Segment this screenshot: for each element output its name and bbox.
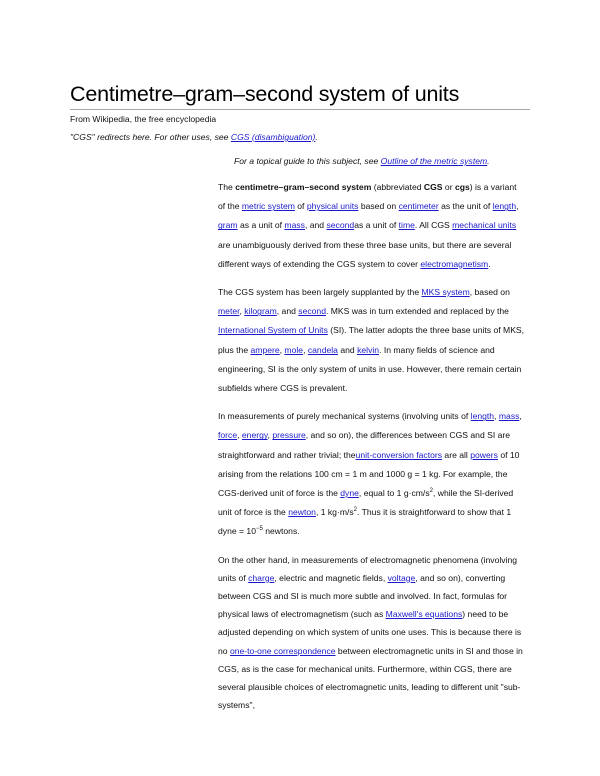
kilogram-link[interactable]: kilogram [244, 306, 277, 317]
text: as a unit of [354, 220, 399, 231]
tagline: From Wikipedia, the free encyclopedia [70, 114, 217, 124]
text: , based on [469, 287, 510, 298]
text: , [237, 430, 242, 441]
length-link[interactable]: length [492, 201, 517, 212]
maxwells-equations-link[interactable]: Maxwell's equations [385, 609, 463, 620]
bold-term: CGS [423, 182, 443, 192]
text: , electric and magnetic fields, [274, 572, 388, 583]
unit-conversion-factors-link[interactable]: unit-conversion factors [355, 449, 443, 460]
bold-term: centimetre–gram–second system [235, 182, 372, 192]
text: . [488, 258, 491, 269]
text: , and [276, 306, 299, 317]
superscript: 2 [353, 507, 358, 514]
cgs-disambiguation-link[interactable]: CGS (disambiguation) [230, 132, 316, 142]
hatnote2-text: For a topical guide to this subject, see [234, 156, 381, 166]
second-link[interactable]: second [326, 220, 355, 231]
ampere-link[interactable]: ampere [250, 344, 280, 355]
text: . MKS was in turn extended and replaced by the [326, 306, 509, 317]
redirect-hatnote [70, 132, 318, 142]
hatnote-end: . [315, 132, 318, 142]
force-link[interactable]: force [218, 430, 238, 441]
outline-metric-system-link[interactable]: Outline of the metric system [380, 156, 488, 166]
one-to-one-correspondence-link[interactable]: one-to-one correspondence [229, 645, 336, 656]
paragraph-intro [218, 178, 525, 274]
electromagnetism-link[interactable]: electromagnetism [420, 258, 489, 269]
gram-link[interactable]: gram [218, 220, 238, 231]
energy-link[interactable]: energy [241, 430, 268, 441]
text: (abbreviated [371, 182, 424, 192]
paragraph-mechanical [218, 407, 525, 541]
text: The CGS system has been largely supplanted by the [218, 287, 422, 298]
hatnote-text: "CGS" redirects here. For other uses, see [70, 132, 231, 142]
text: In measurements of purely mechanical systems (involving units of [218, 411, 471, 422]
topical-guide-hatnote [234, 156, 490, 166]
text: , 1 kg·m/s [315, 507, 354, 518]
si-link[interactable]: International System of Units [218, 325, 328, 336]
text: , and [304, 220, 327, 231]
charge-link[interactable]: charge [248, 572, 275, 583]
text: and [337, 344, 358, 355]
text: . Thus it is straightforward to show that 1 dyne = 10 [218, 507, 512, 537]
mks-system-link[interactable]: MKS system [421, 287, 470, 298]
paragraph-mks [218, 283, 525, 398]
centimeter-link[interactable]: centimeter [398, 201, 439, 212]
text: are all [442, 449, 471, 460]
text: as a unit of [237, 220, 285, 231]
text: , [519, 411, 522, 422]
time-link[interactable]: time [398, 220, 415, 231]
newton-link[interactable]: newton [288, 507, 316, 518]
mass-link[interactable]: mass [284, 220, 305, 231]
mole-link[interactable]: mole [284, 344, 304, 355]
article-title: Centimetre–gram–second system of units [70, 82, 460, 106]
second-link[interactable]: second [298, 306, 326, 317]
text: of [294, 201, 307, 212]
text: newtons. [262, 526, 300, 537]
title-divider [70, 109, 530, 110]
superscript: −5 [256, 526, 263, 533]
text: . In many fields of science and engineering, SI is the only system of units in use. However, there remain certain subfields where CGS is prevalent. [218, 344, 522, 394]
powers-link[interactable]: powers [470, 449, 498, 460]
text: (SI). The latter adopts the three base units of MKS, plus the [218, 325, 525, 355]
dyne-link[interactable]: dyne [340, 488, 359, 499]
text: as the unit of [438, 201, 493, 212]
text: , equal to 1 g·cm/s [358, 488, 430, 499]
superscript: 2 [429, 488, 433, 495]
text: , [516, 201, 519, 212]
mass-link[interactable]: mass [498, 411, 520, 422]
text: based on [358, 201, 399, 212]
text: , [279, 344, 285, 355]
text: ) is a variant of the [218, 182, 517, 212]
text: , [267, 430, 273, 441]
voltage-link[interactable]: voltage [387, 572, 416, 583]
meter-link[interactable]: meter [218, 306, 240, 317]
text: , and so on), converting between CGS and SI is much more subtle and involved. In fact, formulas for physical laws of electromagnetism (such as [218, 572, 507, 620]
candela-link[interactable]: candela [307, 344, 338, 355]
kelvin-link[interactable]: kelvin [357, 344, 380, 355]
text: between electromagnetic units in SI and those in CGS, as is the case for mechanical units. Furthermore, within CGS, there are several plausible choices of electromagnetic units, leading to different unit "sub-systems", [218, 645, 523, 711]
bold-term: cgs [454, 182, 470, 192]
text: The [218, 182, 236, 192]
physical-units-link[interactable]: physical units [306, 201, 359, 212]
length-link[interactable]: length [470, 411, 495, 422]
text: , [239, 306, 245, 317]
hatnote2-end: . [487, 156, 490, 166]
mechanical-units-link[interactable]: mechanical units [452, 220, 517, 231]
text: are unambiguously derived from these three base units, but there are several different ways of extending the CGS system to cover [218, 239, 512, 269]
text: or [442, 182, 455, 192]
text: ) need to be adjusted depending on which system of units one uses. This is because there is no [218, 609, 522, 656]
text: , [494, 411, 499, 422]
text: , [303, 344, 308, 355]
pressure-link[interactable]: pressure [272, 430, 306, 441]
metric-system-link[interactable]: metric system [241, 201, 295, 212]
text: , and so on), the differences between CGS and SI are straightforward and rather trivial; the [218, 430, 511, 460]
paragraph-electromagnetic [218, 551, 525, 715]
article-body [218, 178, 525, 723]
text: of 10 arising from the relations 100 cm = 1 m and 1000 g = 1 kg. For example, the CGS-derived unit of force is the [218, 449, 520, 499]
text: , while the SI-derived unit of force is the [218, 488, 514, 518]
text: . All CGS [414, 220, 453, 231]
text: On the other hand, in measurements of electromagnetic phenomena (involving units of [218, 554, 518, 583]
